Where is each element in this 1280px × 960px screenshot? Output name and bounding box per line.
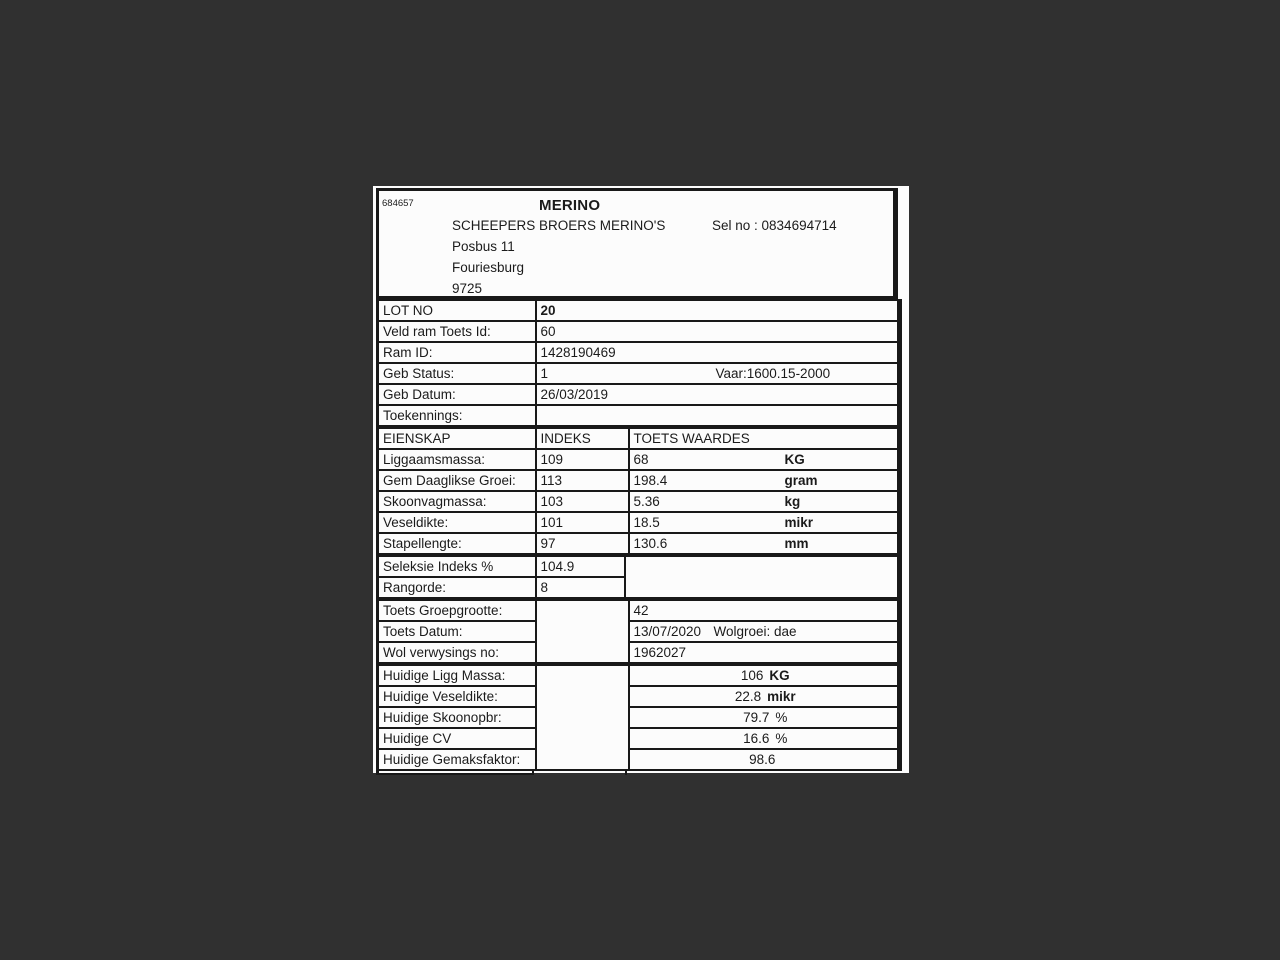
table-row (378, 449, 900, 470)
table-row (378, 470, 900, 491)
row-value: 42 (629, 600, 900, 621)
row-value: 20 (536, 300, 900, 321)
table-row (378, 491, 900, 512)
table-row (378, 384, 900, 405)
table-row (378, 728, 900, 749)
document-number: 684657 (382, 198, 414, 209)
current-unit: % (775, 731, 788, 746)
row-value (629, 621, 900, 642)
current-value: 79.7 (743, 710, 770, 725)
current-value: 22.8 (734, 689, 762, 704)
table-row (378, 665, 900, 686)
trait-value: 68 (633, 452, 649, 467)
trait-label: Veseldikte: (378, 512, 536, 533)
row-value: 1428190469 (536, 342, 900, 363)
row-label: Toets Datum: (378, 621, 536, 642)
trait-index: 113 (536, 470, 629, 491)
trait-value: 130.6 (633, 536, 668, 551)
table-row (378, 321, 900, 342)
trait-unit: kg (784, 494, 801, 509)
row-value (536, 363, 900, 384)
stud-name: SCHEEPERS BROERS MERINO'S (452, 218, 666, 233)
row-value (629, 749, 900, 770)
current-value: 98.6 (749, 752, 776, 767)
table-row (378, 512, 900, 533)
trait-label: Skoonvagmassa: (378, 491, 536, 512)
row-value (629, 686, 900, 707)
geb-status-value: 1 (540, 366, 549, 381)
row-label: Ram ID: (378, 342, 536, 363)
trait-unit: KG (784, 452, 805, 467)
table-row (378, 363, 900, 384)
trait-value-cell (629, 470, 900, 491)
address-line: Fouriesburg (452, 260, 525, 275)
trait-value-cell (629, 512, 900, 533)
row-value (629, 707, 900, 728)
column-header: INDEKS (536, 428, 629, 449)
table-header-row (378, 428, 900, 449)
trait-value: 18.5 (633, 515, 660, 530)
row-value (629, 728, 900, 749)
table-row (378, 556, 900, 577)
table-row (378, 300, 900, 321)
row-value: 60 (536, 321, 900, 342)
address-line: Posbus 11 (452, 239, 515, 254)
table-row (378, 342, 900, 363)
row-label: Veld ram Toets Id: (378, 321, 536, 342)
traits-table (376, 427, 902, 555)
row-label: Geb Status: (378, 363, 536, 384)
table-row (378, 642, 900, 663)
trait-label: Gem Daaglikse Groei: (378, 470, 536, 491)
merino-test-report-page (373, 186, 909, 773)
column-header: TOETS WAARDES (629, 428, 900, 449)
selection-index-table (376, 555, 902, 599)
table-row (378, 749, 900, 770)
table-row (378, 405, 900, 426)
clipped-next-row (376, 771, 898, 775)
trait-index: 103 (536, 491, 629, 512)
row-value: 8 (536, 577, 625, 598)
table-row (378, 621, 900, 642)
trait-value: 198.4 (633, 473, 668, 488)
trait-index: 109 (536, 449, 629, 470)
row-label: LOT NO (378, 300, 536, 321)
empty-cell (536, 600, 629, 663)
table-row (378, 707, 900, 728)
row-label: Huidige Skoonopbr: (378, 707, 536, 728)
sire-reference: Vaar:1600.15-2000 (715, 366, 831, 381)
current-unit: % (775, 710, 788, 725)
current-value: 106 (740, 668, 764, 683)
row-label: Huidige CV (378, 728, 536, 749)
current-measurements-table (376, 664, 902, 771)
current-value: 16.6 (743, 731, 770, 746)
trait-value-cell (629, 449, 900, 470)
column-header: EIENSKAP (378, 428, 536, 449)
cell-number: Sel no : 0834694714 (712, 218, 837, 233)
row-label: Huidige Ligg Massa: (378, 665, 536, 686)
row-value: 104.9 (536, 556, 625, 577)
trait-unit: mm (784, 536, 809, 551)
row-label: Seleksie Indeks % (378, 556, 536, 577)
table-row (378, 533, 900, 554)
row-label: Toets Groepgrootte: (378, 600, 536, 621)
row-value: 26/03/2019 (536, 384, 900, 405)
row-label: Huidige Gemaksfaktor: (378, 749, 536, 770)
empty-cell (625, 556, 900, 598)
trait-unit: mikr (784, 515, 814, 530)
row-label: Rangorde: (378, 577, 536, 598)
current-unit: KG (769, 668, 790, 683)
trait-label: Liggaamsmassa: (378, 449, 536, 470)
empty-cell (536, 665, 629, 770)
trait-unit: gram (784, 473, 818, 488)
report-header-box (376, 188, 898, 299)
address-line: 9725 (452, 281, 483, 296)
row-value: 1962027 (629, 642, 900, 663)
trait-label: Stapellengte: (378, 533, 536, 554)
row-label: Geb Datum: (378, 384, 536, 405)
row-label: Huidige Veseldikte: (378, 686, 536, 707)
wool-growth-note: Wolgroei: dae (713, 624, 797, 639)
trait-value: 5.36 (633, 494, 660, 509)
trait-value-cell (629, 533, 900, 554)
row-value (629, 665, 900, 686)
identification-table (376, 299, 902, 427)
table-row (378, 600, 900, 621)
row-value (536, 405, 900, 426)
row-label: Toekennings: (378, 405, 536, 426)
trait-value-cell (629, 491, 900, 512)
current-unit: mikr (767, 689, 796, 704)
test-date-value: 13/07/2020 (633, 624, 702, 639)
test-info-table (376, 599, 902, 664)
row-label: Wol verwysings no: (378, 642, 536, 663)
breed-title: MERINO (539, 197, 601, 214)
table-row (378, 686, 900, 707)
trait-index: 101 (536, 512, 629, 533)
trait-index: 97 (536, 533, 629, 554)
